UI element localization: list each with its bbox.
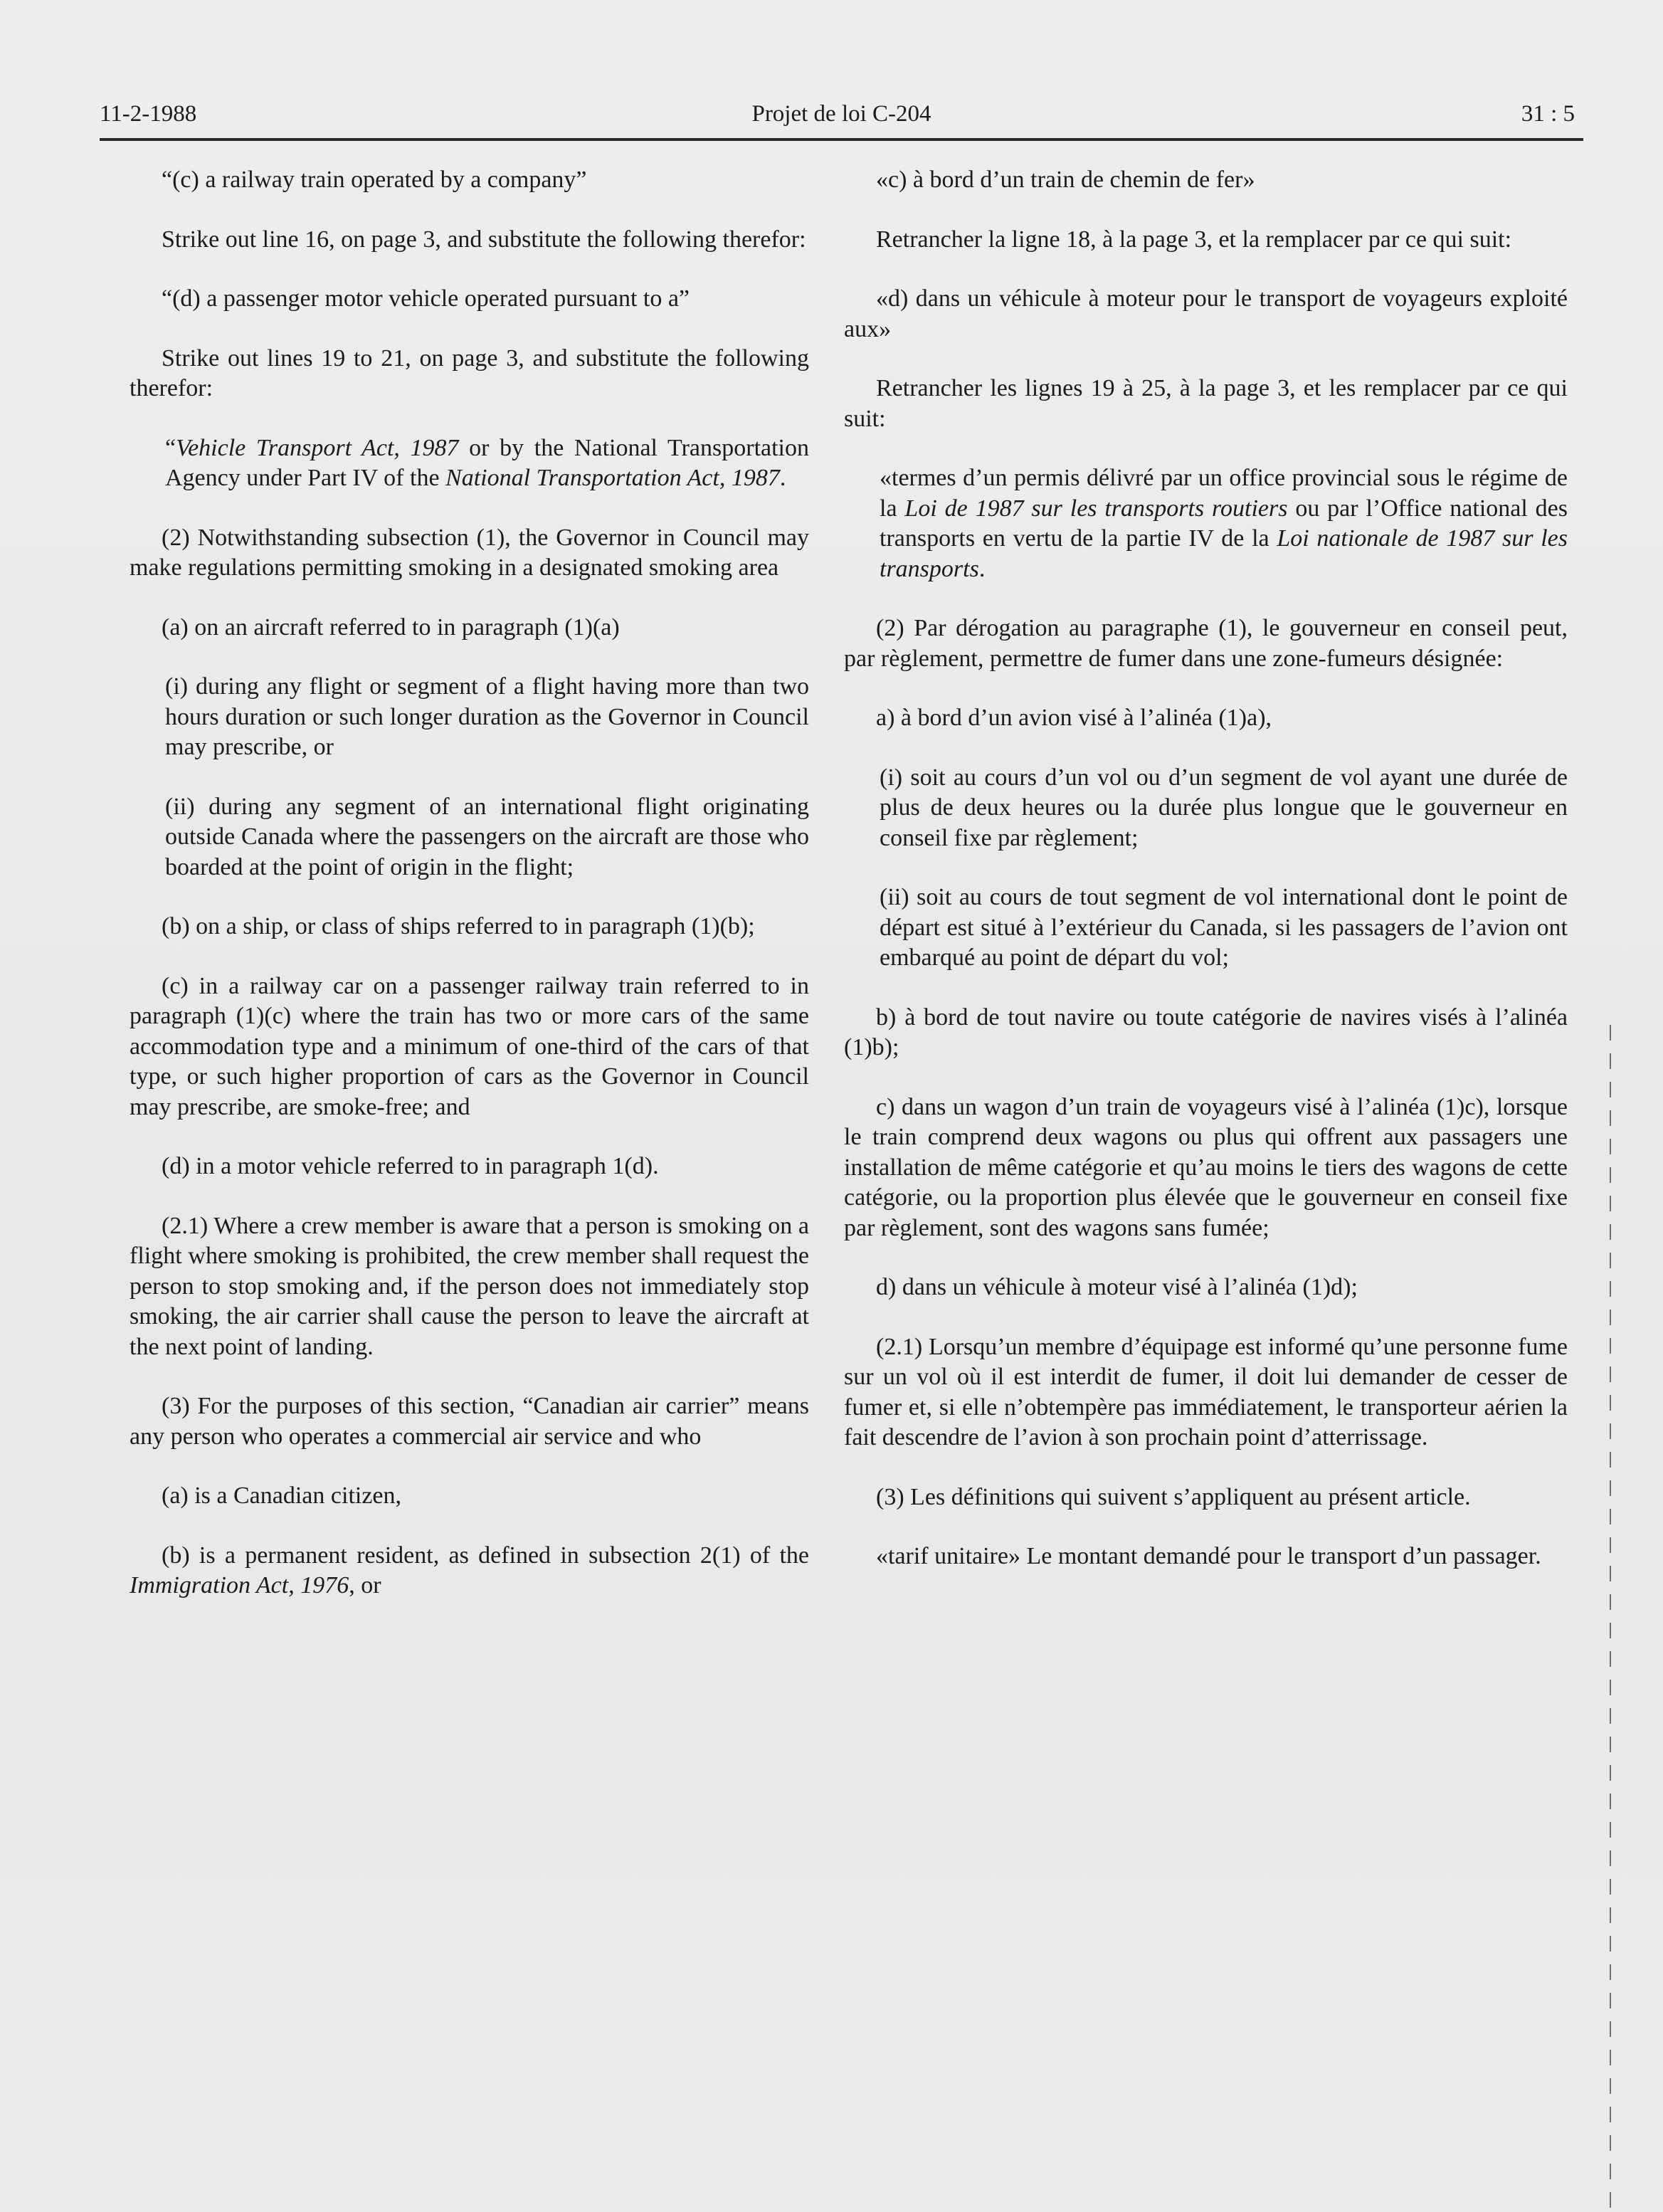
subparagraph-text: (i) soit au cours d’un vol ou d’un segment de vol ayant une durée de plus de deux heures ou la durée plus longue que le gouverneur en conseil fixe par règlement;: [880, 764, 1568, 851]
english-column: [130, 165, 809, 1631]
paragraph-text: (b) on a ship, or class of ships referred to in paragraph (1)(b);: [162, 913, 755, 939]
subsection-text: (3) For the purposes of this section, “Canadian air carrier” means any person who operates a commercial air service and who: [130, 1393, 809, 1450]
amendment-text: “(c) a railway train operated by a company”: [162, 167, 587, 193]
paragraph-text: b) à bord de tout navire ou toute catégorie de navires visés à l’alinéa (1)b);: [844, 1004, 1568, 1060]
amendment-fragment: .: [978, 555, 986, 582]
act-title: Loi de 1987 sur les transports routiers: [904, 495, 1288, 522]
header-date: 11-2-1988: [100, 101, 197, 127]
paragraph-text: (c) in a railway car on a passenger railway train referred to in paragraph (1)(c) where the train has two or more cars of the same accommodation type and a minimum of one-third of the cars of that type, or such higher proportion of cars as the Governor in Council may prescribe, are smoke-free; and: [130, 972, 809, 1120]
subsection-text: (2.1) Where a crew member is aware that a person is smoking on a flight where smoking is prohibited, the crew member shall request the person to stop smoking and, if the person does not immediately stop smoking, the air carrier shall cause the person to leave the aircraft at the next point of landing.: [130, 1212, 809, 1360]
french-column: [844, 165, 1568, 1601]
paragraph-text: (d) in a motor vehicle referred to in paragraph 1(d).: [162, 1153, 659, 1179]
paragraph-text: a) à bord d’un avion visé à l’alinéa (1)a),: [876, 705, 1272, 731]
page-header: [100, 101, 1583, 138]
paragraph-fragment: , or: [349, 1572, 381, 1599]
instruction-text: Strike out lines 19 to 21, on page 3, and substitute the following therefor:: [130, 344, 809, 401]
amendment-text: «c) à bord d’un train de chemin de fer»: [876, 167, 1255, 193]
instruction-text: Retrancher la ligne 18, à la page 3, et la remplacer par ce qui suit:: [876, 226, 1512, 253]
instruction-text: Strike out line 16, on page 3, and substitute the following therefor:: [162, 226, 806, 253]
paragraph-text: (a) on an aircraft referred to in paragraph (1)(a): [162, 613, 620, 641]
scan-margin-mark: [1610, 1025, 1611, 2212]
subsection-text: (2) Notwithstanding subsection (1), the Governor in Council may make regulations permitting smoking in a designated smoking area: [130, 524, 809, 581]
act-title: Vehicle Transport Act, 1987: [176, 434, 459, 461]
subsection-text: (2) Par dérogation au paragraphe (1), le gouverneur en conseil peut, par règlement, permettre de fumer dans une zone-fumeurs désignée:: [844, 615, 1568, 672]
subparagraph-text: (ii) soit au cours de tout segment de vol international dont le point de départ est situé à l’extérieur du Canada, si les passagers de l’avion ont embarqué au point de départ du vol;: [880, 884, 1568, 971]
amendment-fragment: «termes d’un permis délivré par un office provincial sous le régime de la: [880, 465, 1568, 522]
act-title: Immigration Act, 1976: [130, 1572, 349, 1599]
act-title: Loi nationale de 1987 sur les transports: [880, 525, 1568, 582]
instruction-text: Retrancher les lignes 19 à 25, à la page 3, et les remplacer par ce qui suit:: [844, 375, 1568, 432]
amendment-fragment: ou par l’Office national des transports en vertu de la partie IV de la: [880, 495, 1568, 552]
paragraph-text: (a) is a Canadian citizen,: [162, 1482, 402, 1509]
definition-text: «tarif unitaire» Le montant demandé pour le transport d’un passager.: [876, 1543, 1541, 1569]
amendment-text: «d) dans un véhicule à moteur pour le transport de voyageurs exploité aux»: [844, 285, 1568, 342]
paragraph-text: c) dans un wagon d’un train de voyageurs visé à l’alinéa (1)c), lorsque le train comprend deux wagons ou plus qui offrent aux passagers une installation de même catégorie et qu’au moins le tiers des wagons de cette catégorie, ou la proportion plus élevée que le gouverneur en conseil fixe par règlement, sont des wagons sans fumée;: [844, 1093, 1568, 1241]
header-rule: [100, 138, 1583, 141]
amendment-fragment: or by the National Transportation Agency under Part IV of the: [165, 434, 809, 491]
paragraph-text: [130, 1541, 809, 1601]
subsection-text: (2.1) Lorsqu’un membre d’équipage est informé qu’une personne fume sur un vol où il est interdit de fumer, il doit lui demander de cesser de fumer et, si elle n’obtempère pas immédiatement, le transporteur aérien la fait descendre de l’avion à son prochain point d’atterrissage.: [844, 1333, 1568, 1450]
header-title: Projet de loi C-204: [751, 101, 931, 127]
paragraph-fragment: (b) is a permanent resident, as defined in subsection 2(1) of the: [162, 1542, 809, 1569]
header-page-number: 31 : 5: [1521, 101, 1575, 127]
subsection-text: (3) Les définitions qui suivent s’appliquent au présent article.: [876, 1483, 1471, 1510]
paragraph-text: d) dans un véhicule à moteur visé à l’alinéa (1)d);: [876, 1274, 1358, 1300]
subparagraph-text: (i) during any flight or segment of a flight having more than two hours duration or such longer duration as the Governor in Council may prescribe, or: [165, 673, 809, 760]
amendment-text: “(d) a passenger motor vehicle operated pursuant to a”: [162, 285, 690, 312]
amendment-text: [844, 463, 1568, 584]
amendment-text: “Vehicle Transport Act, 1987 or by the National Transportation Agency under Part IV of the National Transportation Act, 1987.: [165, 434, 809, 491]
act-title: National Transportation Act, 1987: [445, 465, 780, 491]
subparagraph-text: (ii) during any segment of an international flight originating outside Canada where the passengers on the aircraft are those who boarded at the point of origin in the flight;: [165, 793, 809, 880]
